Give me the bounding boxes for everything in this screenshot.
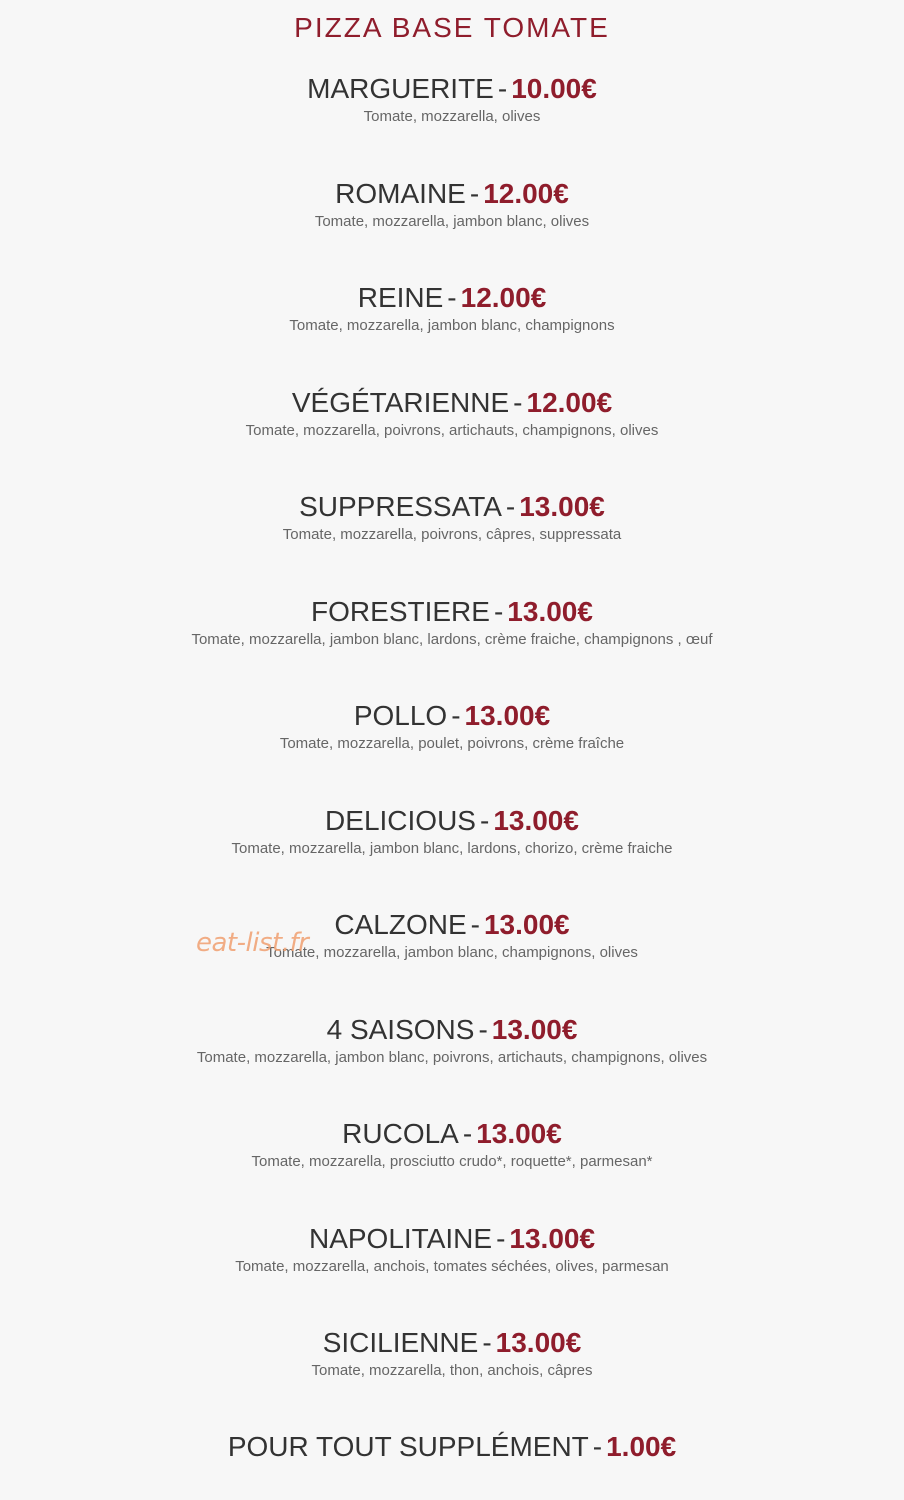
item-name: DELICIOUS — [325, 804, 476, 836]
item-price: 13.00€ — [507, 595, 593, 627]
item-description: Tomate, mozzarella, thon, anchois, câpres — [311, 1362, 593, 1379]
item-description: Tomate, mozzarella, jambon blanc, lardons, crème fraiche, champignons , œuf — [191, 630, 713, 648]
item-name: SICILIENNE — [322, 1327, 479, 1358]
item-name: FORESTIERE — [311, 595, 490, 627]
item-price: 13.00€ — [495, 1327, 582, 1358]
item-separator: - — [478, 1013, 488, 1045]
item-name: NAPOLITAINE — [308, 1222, 493, 1254]
item-description: Tomate, mozzarella, jambon blanc, olives — [314, 212, 590, 230]
item-name: ROMAINE — [335, 177, 466, 209]
item-separator: - — [447, 282, 457, 313]
item-heading — [0, 697, 904, 735]
item-separator: - — [513, 386, 523, 418]
item-name: VÉGÉTARIENNE — [291, 386, 510, 418]
item-description: Tomate, mozzarella, anchois, tomates séchées, olives, parmesan — [235, 1257, 669, 1275]
item-name: POLLO — [353, 700, 448, 731]
item-separator: - — [462, 1118, 473, 1149]
menu-item-4-saisons — [0, 1011, 904, 1116]
item-price: 13.00€ — [493, 804, 579, 836]
item-separator: - — [592, 1431, 603, 1462]
item-price: 13.00€ — [491, 1013, 578, 1045]
menu-item-vegetarienne — [0, 384, 904, 489]
supplement-line — [0, 1428, 904, 1466]
item-heading — [0, 1220, 904, 1258]
item-heading — [0, 279, 904, 317]
item-price: 12.00€ — [460, 282, 547, 313]
item-description: Tomate, mozzarella, jambon blanc, poivrons, artichauts, champignons, olives — [196, 1048, 708, 1066]
menu-item-sicilienne — [0, 1324, 904, 1429]
item-separator: - — [493, 595, 504, 627]
menu-item-rucola — [0, 1115, 904, 1220]
item-description: Tomate, mozzarella, poivrons, câpres, suppressata — [282, 526, 622, 543]
menu-list — [0, 70, 904, 1429]
item-price: 12.00€ — [483, 177, 569, 209]
item-heading — [0, 384, 904, 422]
item-name: RUCOLA — [342, 1118, 459, 1149]
menu-item-romaine — [0, 175, 904, 280]
item-heading — [0, 175, 904, 213]
supplement-label: POUR TOUT SUPPLÉMENT — [227, 1431, 589, 1462]
item-name: CALZONE — [334, 909, 467, 940]
menu-item-reine — [0, 279, 904, 384]
item-description: Tomate, mozzarella, jambon blanc, champignons, olives — [266, 944, 638, 961]
item-separator: - — [469, 177, 480, 209]
menu-item-marguerite — [0, 70, 904, 175]
item-heading — [0, 802, 904, 840]
menu-item-pollo — [0, 697, 904, 802]
item-name: MARGUERITE — [307, 73, 494, 104]
item-name: REINE — [357, 282, 444, 313]
item-separator: - — [451, 700, 461, 731]
item-heading — [0, 1011, 904, 1049]
item-separator: - — [482, 1327, 492, 1358]
item-heading — [0, 1324, 904, 1362]
item-description: Tomate, mozzarella, poivrons, artichauts, champignons, olives — [245, 421, 659, 439]
item-heading — [0, 70, 904, 108]
item-heading — [0, 488, 904, 526]
item-separator: - — [496, 1222, 506, 1254]
item-price: 13.00€ — [509, 1222, 596, 1254]
item-price: 10.00€ — [511, 73, 597, 104]
item-heading — [0, 906, 904, 944]
menu-item-calzone — [0, 906, 904, 1011]
item-price: 13.00€ — [464, 700, 551, 731]
item-name: 4 SAISONS — [326, 1013, 475, 1045]
item-name: SUPPRESSATA — [299, 491, 502, 522]
item-description: Tomate, mozzarella, olives — [363, 108, 541, 125]
item-separator: - — [497, 73, 508, 104]
menu-item-napolitaine — [0, 1220, 904, 1325]
item-description: Tomate, mozzarella, prosciutto crudo*, roquette*, parmesan* — [251, 1153, 653, 1170]
item-separator: - — [470, 909, 480, 940]
item-heading — [0, 593, 904, 631]
item-price: 13.00€ — [476, 1118, 562, 1149]
menu-title: PIZZA BASE TOMATE — [294, 12, 610, 43]
item-separator: - — [479, 804, 490, 836]
menu-item-forestiere — [0, 593, 904, 698]
item-description: Tomate, mozzarella, jambon blanc, lardons, chorizo, crème fraiche — [231, 839, 673, 857]
item-price: 13.00€ — [519, 491, 605, 522]
item-separator: - — [505, 491, 516, 522]
menu-item-suppressata — [0, 488, 904, 593]
menu-item-delicious — [0, 802, 904, 907]
item-price: 13.00€ — [483, 909, 570, 940]
item-price: 12.00€ — [526, 386, 613, 418]
supplement-heading — [0, 1428, 904, 1466]
item-heading — [0, 1115, 904, 1153]
item-description: Tomate, mozzarella, poulet, poivrons, crème fraîche — [279, 735, 625, 752]
item-description: Tomate, mozzarella, jambon blanc, champignons — [289, 317, 615, 334]
watermark: eat-list.fr — [196, 928, 309, 958]
supplement-price: 1.00€ — [606, 1431, 677, 1462]
